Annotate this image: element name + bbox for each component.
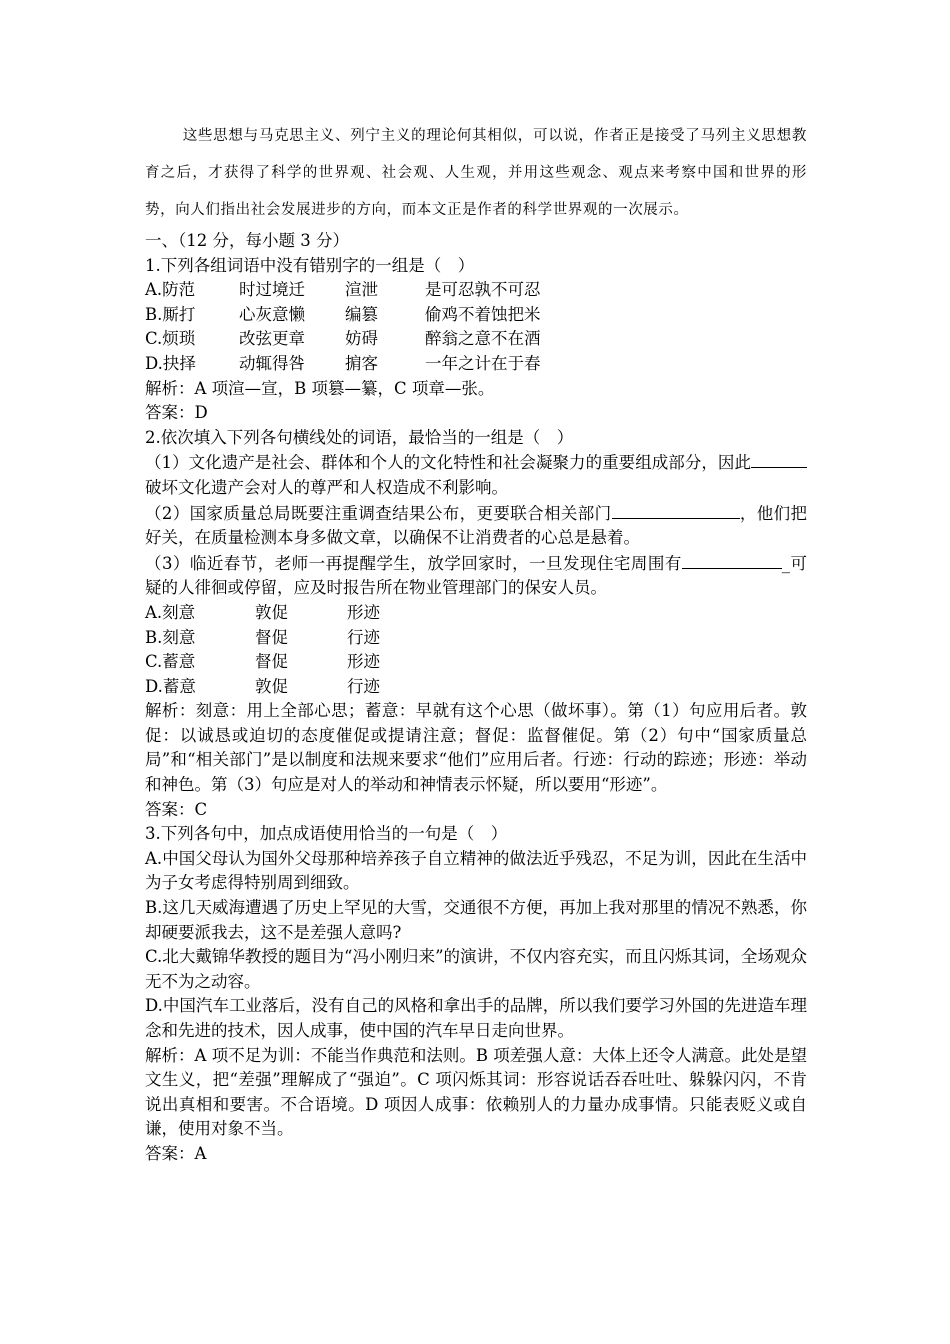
question-3-option-c: C.北大戴锦华教授的题目为“冯小刚归来”的演讲，不仅内容充实，而且闪烁其词，全场观众无不为之动容。: [145, 947, 807, 991]
intro-paragraph: 这些思想与马克思主义、列宁主义的理论何其相似，可以说，作者正是接受了马列主义思想教育之后，才获得了科学的世界观、社会观、人生观，并用这些观念、观点来考察中国和世界的形势，向人们指出社会发展进步的方向，而本文正是作者的科学世界观的一次展示。: [145, 128, 807, 218]
question-1-option-d: D.抉择 动辄得咎 掮客 一年之计在于春: [145, 353, 541, 373]
question-1-option-b: B.厮打 心灰意懒 编篡 偷鸡不着蚀把米: [145, 304, 541, 324]
exercise-section: [145, 229, 807, 1167]
question-3-analysis: 解析：A 项不足为训：不能当作典范和法则。B 项差强人意：大体上还令人满意。此处是望文生义，把“差强”理解成了“强迫”。C 项闪烁其词：形容说话吞吞吐吐、躲躲闪闪，不肯说出真相和要害。不合语境。D 项因人成事：依赖别人的力量办成事情。只能表贬义或自谦，使用对象不当。: [145, 1045, 807, 1139]
question-1-analysis: 解析：A 项渲—宣，B 项篡—纂，C 项章—张。: [145, 378, 495, 398]
question-1-option-a: A.防范 时过境迁 渲泄 是可忍孰不可忍: [145, 280, 541, 300]
question-2-sentence-3: （3）临近春节，老师一再提醒学生，放学回家时，一旦发现住宅周围有 _可疑的人徘徊或停留，应及时报告所在物业管理部门的保安人员。: [145, 551, 807, 601]
question-2-option-a: A.刻意 敦促 形迹: [145, 602, 380, 622]
question-2-sentence-1: （1）文化遗产是社会、群体和个人的文化特性和社会凝聚力的重要组成部分，因此破坏文化遗产会对人的尊严和人权造成不利影响。: [145, 450, 807, 500]
question-2-sentence-2: （2）国家质量总局既要注重调查结果公布，更要联合相关部门 ，他们把好关，在质量检测本身多做文章，以确保不让消费者的心总是悬着。: [145, 501, 807, 551]
fill-blank-2: [612, 501, 740, 519]
question-1-option-c: C.烦琐 改弦更章 妨碍 醉翁之意不在酒: [145, 329, 541, 349]
question-2-stem: 2.依次填入下列各句横线处的词语，最恰当的一组是（ ）: [145, 427, 574, 447]
document-page: [145, 118, 807, 1167]
section-title: 一、（12 分，每小题 3 分）: [145, 231, 349, 250]
question-3-option-a: A.中国父母认为国外父母那种培养孩子自立精神的做法近乎残忍，不足为训，因此在生活中为子女考虑得特别周到细致。: [145, 848, 807, 893]
question-2-option-d: D.蓄意 敦促 行迹: [145, 676, 380, 696]
question-1-answer: 答案：D: [145, 403, 208, 423]
question-2-option-c: C.蓄意 督促 形迹: [145, 652, 380, 672]
question-2-option-b: B.刻意 督促 行迹: [145, 627, 380, 647]
question-3-option-b: B.这几天威海遭遇了历史上罕见的大雪，交通很不方便，再加上我对那里的情况不熟悉，你却硬要派我去，这不是差强人意吗?: [145, 898, 807, 942]
question-2-analysis: 解析：刻意：用上全部心思；蓄意：早就有这个心思（做坏事）。第（1）句应用后者。敦促：以诚恳或迫切的态度催促或提请注意；督促：监督催促。第（2）句中“国家质量总局”和“相关部门”是以制度和法规来要求“他们”应用后者。行迹：行动的踪迹；形迹：举动和神色。第（3）句应是对人的举动和神情表示怀疑，所以要用“形迹”。: [145, 701, 807, 795]
question-3-option-d: D.中国汽车工业落后，没有自己的风格和拿出手的品牌，所以我们要学习外国的先进造车理念和先进的技术，因人成事，使中国的汽车早日走向世界。: [145, 996, 807, 1040]
question-2-answer: 答案：C: [145, 799, 208, 819]
fill-blank-1: [751, 450, 807, 468]
fill-blank-3: [682, 551, 782, 569]
question-3-answer: 答案：A: [145, 1143, 207, 1163]
question-1-stem: 1.下列各组词语中没有错别字的一组是（ ）: [145, 255, 475, 275]
question-3-stem: 3.下列各句中，加点成语使用恰当的一句是（ ）: [145, 824, 508, 844]
